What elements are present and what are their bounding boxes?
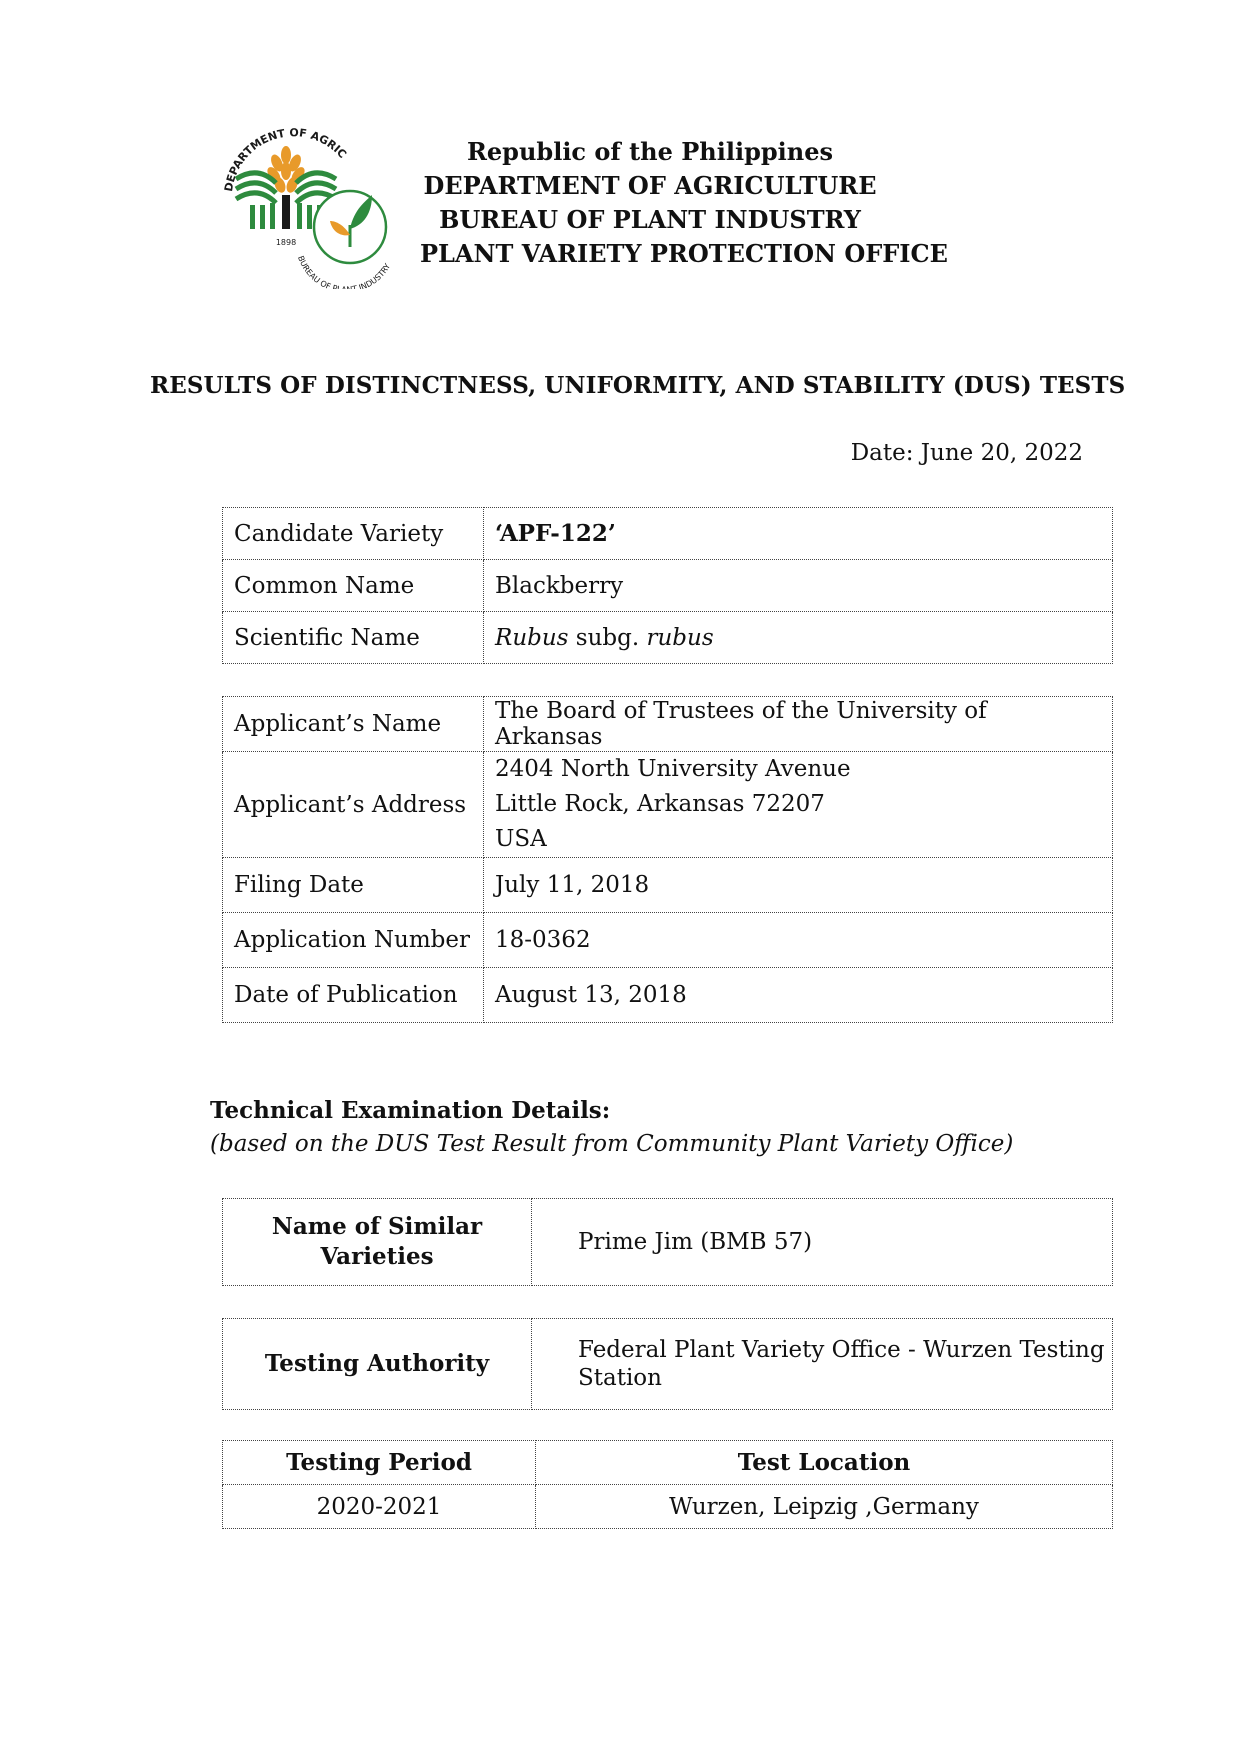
publication-date-value: August 13, 2018 [484, 968, 1113, 1023]
table-row [223, 508, 1113, 560]
applicant-address-label: Applicant’s Address [223, 752, 484, 858]
applicant-address-value [484, 752, 1113, 858]
letterhead [420, 135, 948, 271]
testing-authority-label: Testing Authority [223, 1319, 532, 1410]
similar-varieties-table [222, 1198, 1113, 1286]
label-line: Varieties [320, 1243, 434, 1270]
table-row [223, 1485, 1113, 1529]
header-country: Republic of the Philippines [466, 137, 834, 166]
table-row [223, 560, 1113, 612]
technical-section-subtitle: (based on the DUS Test Result from Community Plant Variety Office) [210, 1131, 1014, 1157]
testing-period-table [222, 1440, 1113, 1529]
common-name-value: Blackberry [484, 560, 1113, 612]
agency-logo [222, 117, 418, 289]
document-date: Date: June 20, 2022 [850, 440, 1083, 466]
table-row [223, 612, 1113, 664]
table-header-row [223, 1441, 1113, 1485]
table-row [223, 697, 1113, 752]
candidate-variety-value: ‘APF-122’ [484, 508, 1113, 560]
variety-table [222, 507, 1113, 664]
filing-date-label: Filing Date [223, 858, 484, 913]
label-line: Name of Similar [271, 1213, 483, 1240]
table-row [223, 752, 1113, 858]
applicant-name-label: Applicant’s Name [223, 697, 484, 752]
value-line: Station [578, 1365, 662, 1391]
scientific-subgenus-marker: subg. [568, 624, 647, 651]
scientific-name-label: Scientific Name [223, 612, 484, 664]
test-location-header: Test Location [536, 1441, 1113, 1485]
logo-year: 1898 [275, 238, 297, 247]
application-number-label: Application Number [223, 913, 484, 968]
scientific-species: rubus [646, 624, 714, 651]
testing-authority-value [532, 1319, 1113, 1410]
table-row [223, 913, 1113, 968]
publication-date-label: Date of Publication [223, 968, 484, 1023]
bpi-ring-text: BUREAU OF P T INDUSTRY [296, 254, 393, 289]
common-name-label: Common Name [223, 560, 484, 612]
address-line: 2404 North University Avenue [495, 756, 851, 782]
stalk-columns-icon [250, 195, 322, 229]
testing-period-value: 2020-2021 [223, 1485, 536, 1529]
applicant-name-value: The Board of Trustees of the University of Arkansas [484, 697, 1113, 752]
header-bureau: BUREAU OF PLANT INDUSTRY [439, 205, 861, 234]
logo-graphic [222, 117, 418, 289]
similar-varieties-label [223, 1199, 532, 1286]
address-line: USA [495, 826, 547, 852]
similar-varieties-value: Prime Jim (BMB 57) [532, 1199, 1113, 1286]
document-title: RESULTS OF DISTINCTNESS, UNIFORMITY, AND STABILITY (DUS) TESTS [150, 372, 1126, 399]
logo-ring-text: DEPARTMENT OF AGRIC [222, 126, 349, 193]
testing-period-header: Testing Period [223, 1441, 536, 1485]
address-line: Little Rock, Arkansas 72207 [495, 791, 825, 817]
application-number-value: 18-0362 [484, 913, 1113, 968]
header-office: PLANT VARIETY PROTECTION OFFICE [420, 239, 948, 268]
testing-authority-table [222, 1318, 1113, 1410]
filing-date-value: July 11, 2018 [484, 858, 1113, 913]
test-location-value: Wurzen, Leipzig ,Germany [536, 1485, 1113, 1529]
scientific-genus: Rubus [495, 624, 569, 651]
table-row [223, 968, 1113, 1023]
candidate-variety-label: Candidate Variety [223, 508, 484, 560]
value-line: Federal Plant Variety Office - Wurzen Testing [578, 1337, 1105, 1363]
scientific-name-value [484, 612, 1113, 664]
table-row [223, 858, 1113, 913]
applicant-table [222, 696, 1113, 1023]
table-row [223, 1199, 1113, 1286]
table-row [223, 1319, 1113, 1410]
technical-section-title: Technical Examination Details: [210, 1097, 611, 1124]
header-department: DEPARTMENT OF AGRICULTURE [423, 171, 877, 200]
